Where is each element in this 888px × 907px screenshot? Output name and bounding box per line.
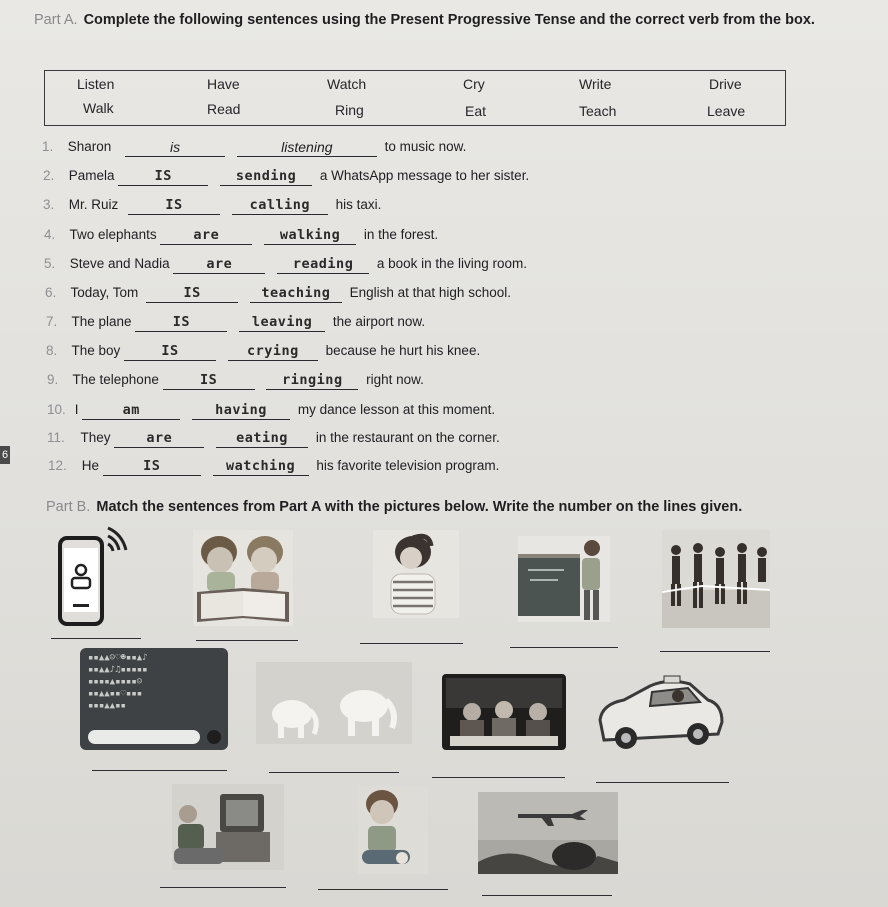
sentence-number: 4.	[44, 227, 56, 242]
sentence-row	[42, 137, 466, 157]
verb-item: Have	[207, 76, 240, 92]
sentence-number: 2.	[43, 168, 55, 183]
sentence-row	[47, 400, 495, 420]
sentence-row	[44, 254, 527, 274]
whatsapp-chat-picture	[80, 648, 228, 750]
answer-line[interactable]	[92, 770, 227, 771]
teacher-picture	[518, 536, 610, 622]
verb-answer[interactable]: having	[192, 402, 290, 420]
svg-text:▪▪▲▲☺♡☻▪▪▲♪: ▪▪▲▲☺♡☻▪▪▲♪	[88, 653, 148, 663]
airplane-picture	[478, 792, 618, 874]
verb-item: Walk	[83, 100, 114, 116]
sentence-number: 3.	[43, 197, 55, 212]
verb-answer[interactable]: teaching	[250, 285, 342, 303]
sentence-rest: English at that high school.	[349, 285, 511, 300]
svg-text:▪▪▪▲▲▪▪: ▪▪▪▲▲▪▪	[88, 701, 126, 711]
sentence-rest: in the restaurant on the corner.	[315, 430, 500, 445]
answer-line[interactable]	[596, 782, 729, 783]
verb-item: Read	[207, 101, 241, 117]
answer-line[interactable]	[432, 777, 565, 778]
part-b-tag: Part B.	[46, 499, 91, 515]
verb-answer[interactable]: ringing	[266, 372, 358, 390]
aux-answer[interactable]: am	[82, 402, 180, 420]
verb-answer[interactable]: sending	[220, 168, 312, 186]
answer-line[interactable]	[269, 772, 399, 773]
verb-answer[interactable]: reading	[277, 256, 369, 274]
sentence-row	[48, 456, 499, 476]
sentence-subject: Sharon	[67, 139, 112, 154]
sentence-row	[43, 166, 529, 186]
sentence-subject: They	[80, 430, 111, 445]
part-a-instruction: Complete the following sentences using the Present Progressive Tense and the correct verb from the box.	[83, 12, 815, 28]
verb-item: Cry	[463, 76, 485, 92]
verb-answer[interactable]: walking	[264, 227, 356, 245]
sentence-number: 12.	[48, 458, 67, 473]
sentence-row	[47, 370, 424, 390]
elephants-picture	[256, 662, 412, 744]
sentence-subject: Pamela	[68, 168, 115, 183]
answer-line[interactable]	[360, 643, 463, 644]
verb-answer[interactable]: listening	[237, 139, 377, 157]
part-b-instruction: Match the sentences from Part A with the pictures below. Write the number on the lines given.	[96, 499, 743, 515]
aux-answer[interactable]: are	[160, 227, 252, 245]
taxi-picture	[590, 668, 726, 754]
sentence-subject: Steve and Nadia	[69, 256, 170, 271]
aux-answer[interactable]: are	[173, 256, 265, 274]
sentence-rest: a WhatsApp message to her sister.	[319, 168, 530, 183]
verb-answer[interactable]: calling	[232, 197, 328, 215]
verb-item: Eat	[465, 103, 487, 119]
sentence-subject: The plane	[71, 314, 132, 329]
part-a-heading	[34, 9, 824, 31]
sentence-rest: his favorite television program.	[316, 458, 500, 473]
sentence-rest: the airport now.	[332, 314, 426, 329]
aux-answer[interactable]: is	[125, 139, 225, 157]
verb-item: Write	[579, 76, 612, 92]
verb-item: Listen	[77, 76, 115, 92]
part-b-heading	[46, 496, 846, 518]
verb-item: Leave	[707, 103, 746, 119]
sentence-rest: a book in the living room.	[376, 256, 527, 271]
crying-girl-picture	[373, 530, 459, 618]
svg-text:▪▪▲▲♪♫▪▪▪▪▪: ▪▪▲▲♪♫▪▪▪▪▪	[88, 665, 148, 675]
answer-line[interactable]	[51, 638, 141, 639]
crying-boy-picture	[358, 786, 428, 874]
sentence-rest: my dance lesson at this moment.	[297, 402, 496, 417]
verb-item: Teach	[579, 103, 617, 119]
part-a-tag: Part A.	[34, 12, 78, 28]
verb-answer[interactable]: leaving	[239, 314, 325, 332]
tv-watching-picture	[172, 784, 284, 870]
answer-line[interactable]	[160, 887, 286, 888]
page-marker: 6	[0, 446, 10, 464]
svg-text:▪▪▲▲▪▪♡▪▪▪: ▪▪▲▲▪▪♡▪▪▪	[88, 689, 143, 699]
verb-item: Drive	[709, 76, 742, 92]
sentence-rest: because he hurt his knee.	[325, 343, 481, 358]
sentence-subject: The boy	[71, 343, 121, 358]
sentence-row	[44, 225, 438, 245]
dancing-people-picture	[662, 530, 770, 628]
sentence-rest: in the forest.	[363, 227, 439, 242]
phone-picture	[56, 524, 134, 630]
sentence-subject: Mr. Ruiz	[68, 197, 119, 212]
restaurant-picture	[442, 674, 566, 750]
answer-line[interactable]	[510, 647, 618, 648]
reading-kids-picture	[193, 530, 293, 626]
verb-box	[44, 70, 786, 126]
aux-answer[interactable]: IS	[163, 372, 255, 390]
verb-answer[interactable]: crying	[228, 343, 318, 361]
aux-answer[interactable]: IS	[146, 285, 238, 303]
sentence-number: 1.	[42, 139, 54, 154]
aux-answer[interactable]: IS	[135, 314, 227, 332]
sentence-rest: to music now.	[384, 139, 467, 154]
answer-line[interactable]	[196, 640, 298, 641]
svg-text:▪▪▪▪▲▪▪▪▪☺: ▪▪▪▪▲▪▪▪▪☺	[88, 677, 143, 687]
sentence-rest: his taxi.	[335, 197, 382, 212]
sentence-rest: right now.	[366, 372, 424, 387]
aux-answer[interactable]: IS	[103, 458, 201, 476]
sentence-number: 10.	[47, 402, 66, 417]
sentence-number: 5.	[44, 256, 56, 271]
sentence-subject: He	[81, 458, 100, 473]
verb-item: Ring	[335, 102, 364, 118]
sentence-number: 11.	[47, 430, 65, 445]
sentence-number: 8.	[46, 343, 58, 358]
aux-answer[interactable]: IS	[128, 197, 220, 215]
verb-answer[interactable]: watching	[213, 458, 309, 476]
sentence-row	[46, 341, 480, 361]
sentence-row	[45, 283, 511, 303]
aux-answer[interactable]: IS	[124, 343, 216, 361]
sentence-number: 9.	[47, 372, 59, 387]
verb-item: Watch	[327, 76, 367, 92]
sentence-number: 6.	[45, 285, 57, 300]
verb-answer[interactable]: eating	[216, 430, 308, 448]
sentence-subject: Two elephants	[69, 227, 157, 242]
sentence-subject: Today, Tom	[70, 285, 139, 300]
sentence-row	[43, 195, 381, 215]
sentence-subject: The telephone	[72, 372, 159, 387]
aux-answer[interactable]: are	[114, 430, 204, 448]
answer-line[interactable]	[318, 889, 448, 890]
sentence-number: 7.	[46, 314, 58, 329]
answer-line[interactable]	[660, 651, 770, 652]
aux-answer[interactable]: IS	[118, 168, 208, 186]
sentence-row	[47, 428, 500, 448]
sentence-row	[46, 312, 425, 332]
sentence-subject: I	[74, 402, 79, 417]
answer-line[interactable]	[482, 895, 612, 896]
